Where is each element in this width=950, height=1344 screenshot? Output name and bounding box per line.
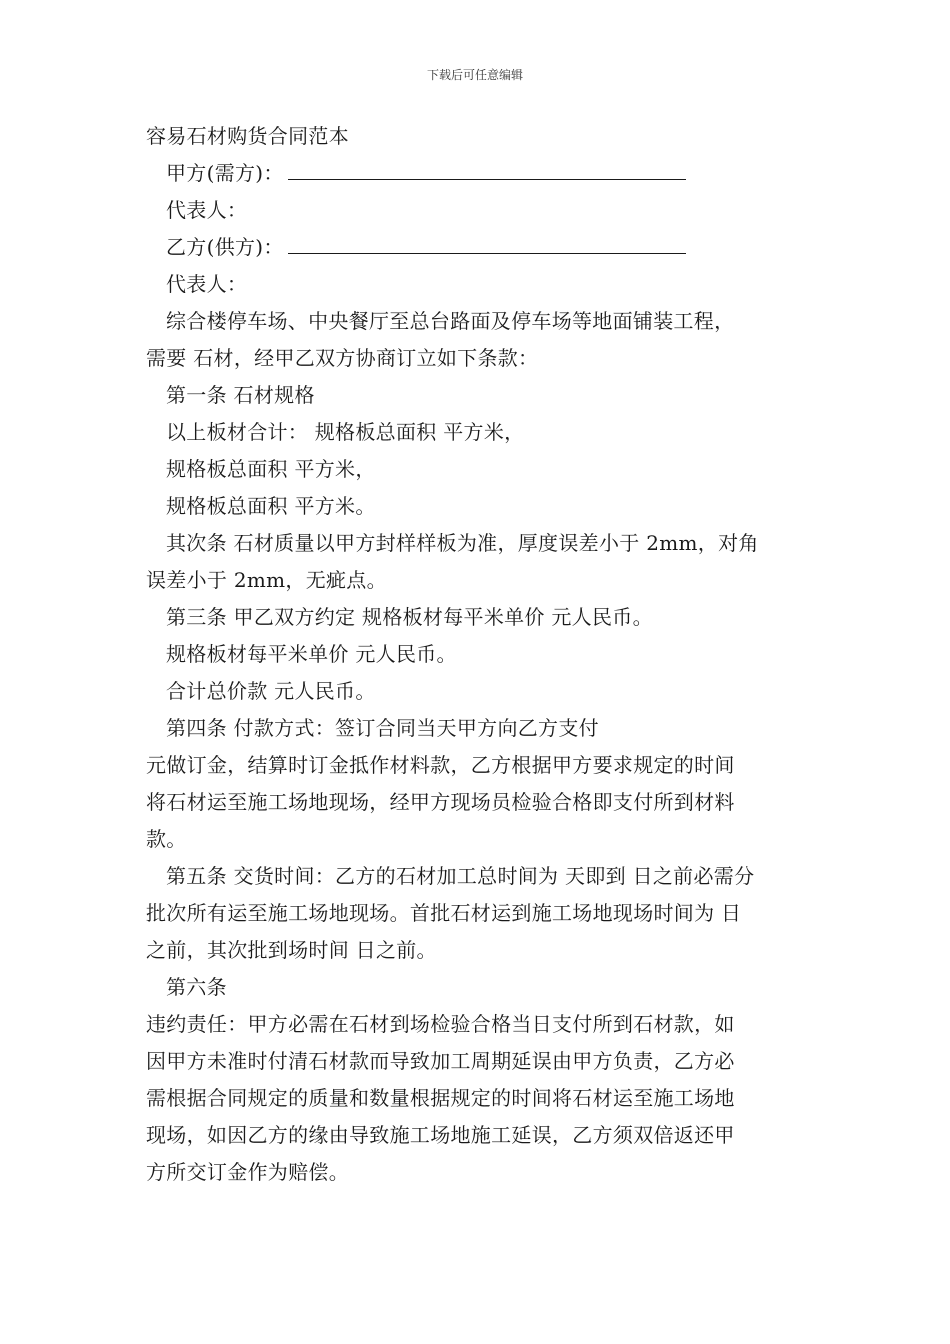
article-4-line: 第四条 付款方式：签订合同当天甲方向乙方支付 bbox=[166, 716, 599, 740]
paragraph-line: 规格板总面积 平方米。 bbox=[166, 494, 376, 518]
paragraph-line: 规格板总面积 平方米， bbox=[166, 457, 376, 481]
paragraph-line: 违约责任：甲方必需在石材到场检验合格当日支付所到石材款，如 bbox=[146, 1012, 735, 1036]
paragraph-line: 需根据合同规定的质量和数量根据规定的时间将石材运至施工场地 bbox=[146, 1086, 735, 1110]
paragraph-line: 以上板材合计： 规格板总面积 平方米， bbox=[166, 420, 525, 444]
paragraph-line: 方所交订金作为赔偿。 bbox=[146, 1160, 349, 1184]
party-a-label: 甲方(需方)： bbox=[166, 161, 284, 185]
paragraph-line: 需要 石材，经甲乙双方协商订立如下条款： bbox=[146, 346, 539, 370]
paragraph-line: 因甲方未准时付清石材款而导致加工周期延误由甲方负责，乙方必 bbox=[146, 1049, 735, 1073]
paragraph-line: 款。 bbox=[146, 827, 187, 851]
party-a-blank bbox=[288, 157, 686, 180]
party-a-line bbox=[146, 155, 810, 192]
paragraph-line: 规格板材每平米单价 元人民币。 bbox=[166, 642, 457, 666]
party-a-representative: 代表人： bbox=[166, 198, 248, 222]
paragraph-line: 将石材运至施工场地现场，经甲方现场员检验合格即支付所到材料 bbox=[146, 790, 735, 814]
party-b-line bbox=[146, 229, 810, 266]
party-b-label: 乙方(供方)： bbox=[166, 235, 284, 259]
article-6-heading: 第六条 bbox=[166, 975, 227, 999]
document-body bbox=[146, 118, 810, 1191]
article-2-line: 其次条 石材质量以甲方封样样板为准，厚度误差小于 2mm，对角 bbox=[166, 531, 759, 555]
party-b-representative: 代表人： bbox=[166, 272, 248, 296]
header-note: 下载后可任意编辑 bbox=[426, 68, 523, 82]
paragraph-line: 之前，其次批到场时间 日之前。 bbox=[146, 938, 437, 962]
article-3-line: 第三条 甲乙双方约定 规格板材每平米单价 元人民币。 bbox=[166, 605, 653, 629]
article-1-heading: 第一条 石材规格 bbox=[166, 383, 315, 407]
document-title: 容易石材购货合同范本 bbox=[146, 124, 349, 148]
paragraph-line: 误差小于 2mm，无疵点。 bbox=[146, 568, 387, 592]
paragraph-line: 批次所有运至施工场地现场。首批石材运到施工场地现场时间为 日 bbox=[146, 901, 742, 925]
party-b-blank bbox=[288, 231, 686, 254]
article-5-line: 第五条 交货时间：乙方的石材加工总时间为 天即到 日之前必需分 bbox=[166, 864, 755, 888]
paragraph-line: 综合楼停车场、中央餐厅至总台路面及停车场等地面铺装工程， bbox=[166, 309, 735, 333]
paragraph-line: 现场，如因乙方的缘由导致施工场地施工延误，乙方须双倍返还甲 bbox=[146, 1123, 735, 1147]
paragraph-line: 合计总价款 元人民币。 bbox=[166, 679, 376, 703]
paragraph-line: 元做订金，结算时订金抵作材料款，乙方根据甲方要求规定的时间 bbox=[146, 753, 735, 777]
